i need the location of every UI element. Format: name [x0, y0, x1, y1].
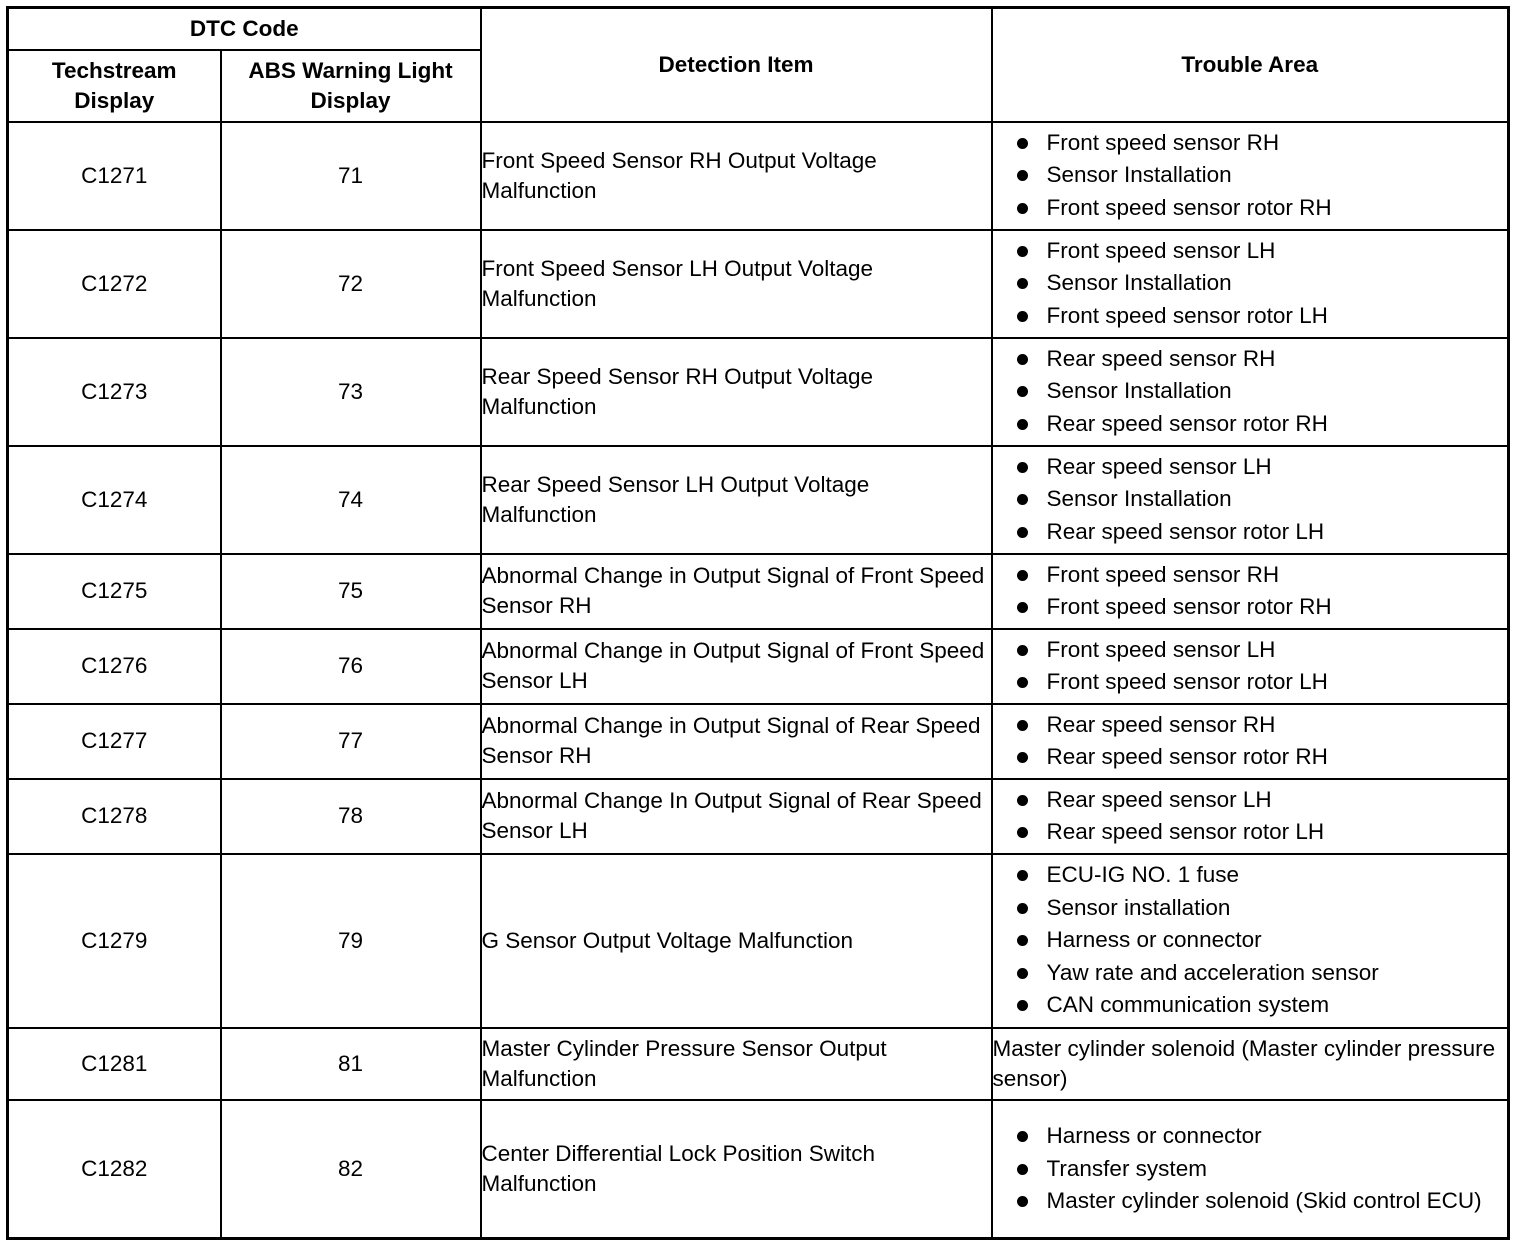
bullet-icon [1017, 677, 1028, 688]
list-item [1015, 375, 1508, 408]
bullet-icon [1017, 462, 1028, 473]
list-item [1015, 559, 1508, 592]
list-item [1015, 591, 1508, 624]
bullet-icon [1017, 527, 1028, 538]
abs-light-code-cell: 74 [221, 446, 481, 554]
trouble-area-text: Front speed sensor rotor RH [1046, 194, 1332, 220]
trouble-area-text: Rear speed sensor RH [1046, 711, 1276, 737]
detection-item-cell: Front Speed Sensor RH Output Voltage Malfunction [481, 122, 992, 230]
trouble-area-text: Front speed sensor rotor RH [1046, 594, 1332, 619]
table-row [8, 338, 1509, 446]
trouble-area-list [993, 859, 1508, 1022]
table-body [8, 122, 1509, 1239]
bullet-icon [1017, 203, 1028, 214]
trouble-area-text: Rear speed sensor rotor LH [1046, 819, 1325, 844]
bullet-icon [1017, 246, 1028, 257]
bullet-icon [1017, 1164, 1028, 1175]
list-item [1015, 784, 1508, 817]
trouble-area-text: Rear speed sensor LH [1046, 786, 1272, 812]
abs-light-code-cell: 78 [221, 779, 481, 854]
trouble-area-text: Sensor Installation [1046, 162, 1232, 188]
trouble-area-cell [992, 230, 1509, 338]
trouble-area-text: Sensor Installation [1046, 270, 1232, 296]
dtc-code-cell: C1271 [8, 122, 221, 230]
list-item [1015, 300, 1508, 333]
table-row [8, 554, 1509, 629]
trouble-area-text: Rear speed sensor LH [1046, 453, 1272, 479]
trouble-area-text: ECU-IG NO. 1 fuse [1046, 862, 1240, 888]
list-item [1015, 267, 1508, 300]
trouble-area-text: Rear speed sensor rotor RH [1046, 744, 1328, 769]
trouble-area-text: Sensor Installation [1046, 378, 1232, 404]
table-row [8, 446, 1509, 554]
trouble-area-list [993, 709, 1508, 774]
header-techstream-display: Techstream Display [8, 50, 221, 122]
bullet-icon [1017, 386, 1028, 397]
detection-item-cell: Master Cylinder Pressure Sensor Output Malfunction [481, 1028, 992, 1100]
list-item [1015, 892, 1508, 925]
bullet-icon [1017, 752, 1028, 763]
list-item [1015, 516, 1508, 549]
trouble-area-text: Front speed sensor RH [1046, 129, 1280, 155]
bullet-icon [1017, 311, 1028, 322]
bullet-icon [1017, 645, 1028, 656]
dtc-code-cell: C1274 [8, 446, 221, 554]
trouble-area-cell [992, 338, 1509, 446]
dtc-code-cell: C1276 [8, 629, 221, 704]
trouble-area-cell [992, 1100, 1509, 1239]
trouble-area-text: Harness or connector [1046, 1123, 1262, 1148]
table-row [8, 1028, 1509, 1100]
bullet-icon [1017, 354, 1028, 365]
trouble-area-cell [992, 779, 1509, 854]
detection-item-cell: Center Differential Lock Position Switch Malfunction [481, 1100, 992, 1239]
list-item [1015, 483, 1508, 516]
list-item [1015, 235, 1508, 268]
trouble-area-list [993, 451, 1508, 549]
detection-item-cell: Abnormal Change in Output Signal of Front Speed Sensor LH [481, 629, 992, 704]
trouble-area-text: Rear speed sensor RH [1046, 345, 1276, 371]
list-item [1015, 127, 1508, 160]
abs-light-code-cell: 81 [221, 1028, 481, 1100]
trouble-area-text: Sensor installation [1046, 894, 1231, 920]
list-item [1015, 408, 1508, 441]
table-row [8, 854, 1509, 1028]
trouble-area-text: Sensor Installation [1046, 486, 1232, 512]
detection-item-cell: Front Speed Sensor LH Output Voltage Malfunction [481, 230, 992, 338]
list-item [1015, 989, 1508, 1022]
trouble-area-cell [992, 704, 1509, 779]
trouble-area-list [993, 127, 1508, 225]
detection-item-cell: G Sensor Output Voltage Malfunction [481, 854, 992, 1028]
detection-item-cell: Rear Speed Sensor RH Output Voltage Malfunction [481, 338, 992, 446]
trouble-area-text: Harness or connector [1046, 927, 1262, 953]
dtc-table [6, 6, 1510, 1240]
list-item [1015, 1153, 1508, 1186]
list-item [1015, 816, 1508, 849]
table-row [8, 779, 1509, 854]
trouble-area-cell [992, 446, 1509, 554]
abs-light-code-cell: 79 [221, 854, 481, 1028]
bullet-icon [1017, 1196, 1028, 1207]
list-item [1015, 159, 1508, 192]
bullet-icon [1017, 968, 1028, 979]
list-item [1015, 343, 1508, 376]
trouble-area-text: Front speed sensor LH [1046, 237, 1276, 263]
bullet-icon [1017, 1000, 1028, 1011]
trouble-area-text: Transfer system [1046, 1155, 1207, 1181]
bullet-icon [1017, 903, 1028, 914]
list-item [1015, 451, 1508, 484]
dtc-code-cell: C1281 [8, 1028, 221, 1100]
header-abs-light-display: ABS Warning Light Display [221, 50, 481, 122]
header-dtc-code: DTC Code [8, 8, 481, 50]
bullet-icon [1017, 419, 1028, 430]
trouble-area-text: Front speed sensor LH [1046, 636, 1276, 662]
dtc-code-cell: C1277 [8, 704, 221, 779]
trouble-area-cell [992, 554, 1509, 629]
dtc-code-cell: C1272 [8, 230, 221, 338]
table-row [8, 122, 1509, 230]
bullet-icon [1017, 827, 1028, 838]
abs-light-code-cell: 71 [221, 122, 481, 230]
trouble-area-text: Rear speed sensor rotor LH [1046, 518, 1325, 544]
bullet-icon [1017, 720, 1028, 731]
bullet-icon [1017, 278, 1028, 289]
dtc-code-cell: C1273 [8, 338, 221, 446]
trouble-area-cell [992, 1028, 1509, 1100]
trouble-area-text: Yaw rate and acceleration sensor [1046, 959, 1379, 985]
trouble-area-text: Rear speed sensor rotor RH [1046, 410, 1328, 436]
trouble-area-cell [992, 122, 1509, 230]
list-item [1015, 634, 1508, 667]
table-row [8, 230, 1509, 338]
bullet-icon [1017, 870, 1028, 881]
bullet-icon [1017, 138, 1028, 149]
list-item [1015, 666, 1508, 699]
bullet-icon [1017, 1131, 1028, 1142]
bullet-icon [1017, 494, 1028, 505]
trouble-area-text: Front speed sensor rotor LH [1046, 669, 1328, 694]
table-row [8, 629, 1509, 704]
dtc-code-cell: C1282 [8, 1100, 221, 1239]
trouble-area-list [993, 559, 1508, 624]
abs-light-code-cell: 75 [221, 554, 481, 629]
bullet-icon [1017, 935, 1028, 946]
dtc-code-cell: C1278 [8, 779, 221, 854]
list-item [1015, 192, 1508, 225]
bullet-icon [1017, 170, 1028, 181]
bullet-icon [1017, 570, 1028, 581]
list-item [1015, 709, 1508, 742]
trouble-area-list [993, 784, 1508, 849]
trouble-area-text: Master cylinder solenoid (Skid control ECU) [1046, 1188, 1482, 1213]
detection-item-cell: Abnormal Change In Output Signal of Rear Speed Sensor LH [481, 779, 992, 854]
list-item [1015, 1185, 1508, 1218]
list-item [1015, 859, 1508, 892]
trouble-area-cell [992, 854, 1509, 1028]
trouble-area-text: Front speed sensor RH [1046, 561, 1280, 587]
list-item [1015, 1120, 1508, 1153]
trouble-area-list [993, 343, 1508, 441]
detection-item-cell: Abnormal Change in Output Signal of Rear Speed Sensor RH [481, 704, 992, 779]
dtc-code-cell: C1275 [8, 554, 221, 629]
trouble-area-list [993, 634, 1508, 699]
list-item [1015, 924, 1508, 957]
bullet-icon [1017, 602, 1028, 613]
detection-item-cell: Abnormal Change in Output Signal of Front Speed Sensor RH [481, 554, 992, 629]
list-item [1015, 741, 1508, 774]
trouble-area-text: Master cylinder solenoid (Master cylinder pressure sensor) [992, 1035, 1496, 1091]
trouble-area-text: Front speed sensor rotor LH [1046, 302, 1328, 328]
header-trouble-area: Trouble Area [992, 8, 1509, 122]
trouble-area-text: CAN communication system [1046, 992, 1330, 1018]
dtc-code-cell: C1279 [8, 854, 221, 1028]
abs-light-code-cell: 76 [221, 629, 481, 704]
abs-light-code-cell: 82 [221, 1100, 481, 1239]
detection-item-cell: Rear Speed Sensor LH Output Voltage Malfunction [481, 446, 992, 554]
trouble-area-list [993, 1120, 1508, 1218]
abs-light-code-cell: 73 [221, 338, 481, 446]
table-row [8, 704, 1509, 779]
header-detection-item: Detection Item [481, 8, 992, 122]
table-row [8, 1100, 1509, 1239]
abs-light-code-cell: 77 [221, 704, 481, 779]
abs-light-code-cell: 72 [221, 230, 481, 338]
list-item [1015, 957, 1508, 990]
bullet-icon [1017, 795, 1028, 806]
trouble-area-list [993, 235, 1508, 333]
trouble-area-cell [992, 629, 1509, 704]
